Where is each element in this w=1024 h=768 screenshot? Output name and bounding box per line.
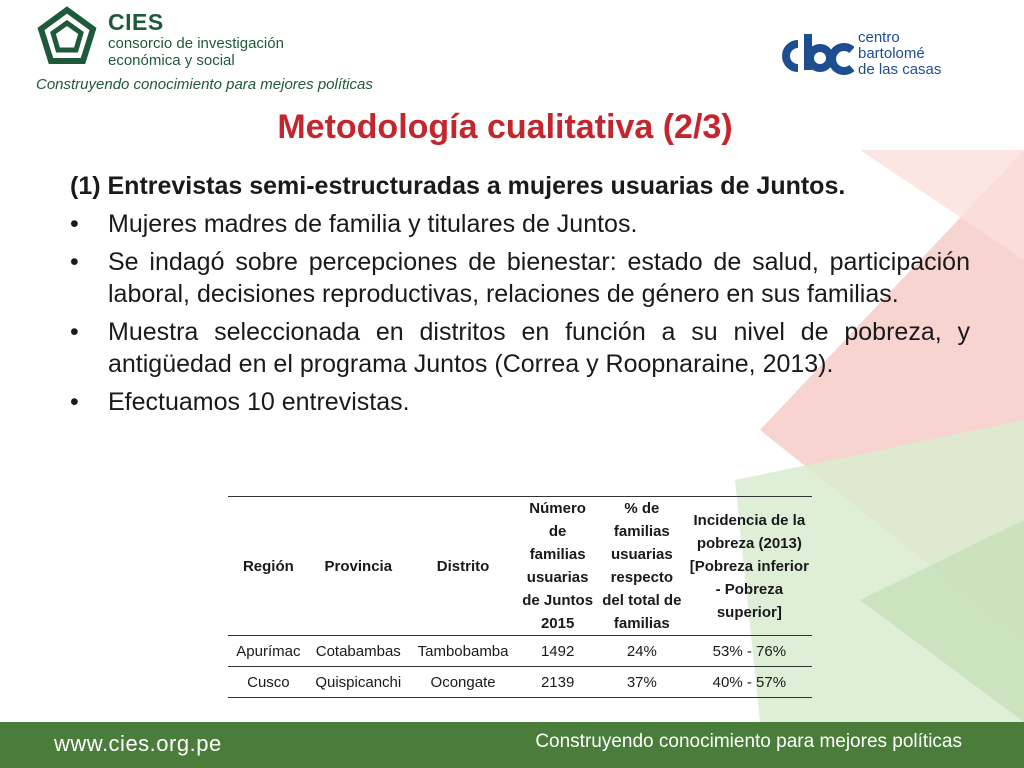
bullet-text: Se indagó sobre percepciones de bienestar: estado de salud, participación laboral, decisiones reproductivas, relaciones de género en sus familias. [108,248,970,308]
table-row [228,636,812,667]
cell-porcentaje: 37% [597,667,687,698]
cell-incidencia: 40% - 57% [687,667,812,698]
bullet-item [70,246,970,310]
slide-content [70,170,970,424]
cies-subtitle-line2: económica y social [108,52,235,69]
cell-numero: 2139 [518,667,597,698]
bullet-item [70,316,970,380]
cies-subtitle-line1: consorcio de investigación [108,35,284,52]
bullet-marker: • [70,318,79,346]
cell-distrito: Ocongate [408,667,518,698]
bullet-item [70,386,970,418]
cell-provincia: Quispicanchi [309,667,408,698]
cell-porcentaje: 24% [597,636,687,667]
header-incidencia-pobreza: Incidencia de la pobreza (2013) [Pobreza inferior - Pobreza superior] [687,497,812,636]
header-distrito: Distrito [408,497,518,636]
footer-tagline: Construyendo conocimiento para mejores políticas [535,731,962,752]
cell-provincia: Cotabambas [309,636,408,667]
cell-distrito: Tambobamba [408,636,518,667]
bullet-marker: • [70,388,79,416]
bullet-text: Efectuamos 10 entrevistas. [108,388,410,416]
bullet-marker: • [70,248,79,276]
cbc-line1: centro [858,29,900,46]
header-porcentaje-familias: % de familias usuarias respecto del total de familias [597,497,687,636]
cbc-line3: de las casas [858,61,942,78]
footer-url-link[interactable]: www.cies.org.pe [54,731,222,756]
header [0,0,1024,100]
slide-title: Metodología cualitativa (2/3) [277,108,733,146]
bullet-text: Mujeres madres de familia y titulares de Juntos. [108,210,638,238]
cies-tagline: Construyendo conocimiento para mejores políticas [36,76,373,93]
cies-pentagon-logo-icon [36,6,98,68]
footer-bar [0,722,1024,768]
cies-name: CIES [108,9,164,35]
table-header-row [228,497,812,636]
table-row [228,667,812,698]
cbc-name [858,30,941,78]
cell-region: Apurímac [228,636,309,667]
header-provincia: Provincia [309,497,408,636]
cell-numero: 1492 [518,636,597,667]
header-region: Región [228,497,309,636]
header-numero-familias: Número de familias usuarias de Juntos 2015 [518,497,597,636]
section-heading: (1) Entrevistas semi-estructuradas a mujeres usuarias de Juntos. [70,172,846,200]
bullet-marker: • [70,210,79,238]
cell-region: Cusco [228,667,309,698]
cbc-line2: bartolomé [858,45,925,62]
bullet-text: Muestra seleccionada en distritos en función a su nivel de pobreza, y antigüedad en el programa Juntos (Correa y Roopnaraine, 2013). [108,318,970,378]
cbc-logo-icon [776,30,854,78]
bullet-item [70,208,970,240]
districts-table [228,496,812,698]
cell-incidencia: 53% - 76% [687,636,812,667]
